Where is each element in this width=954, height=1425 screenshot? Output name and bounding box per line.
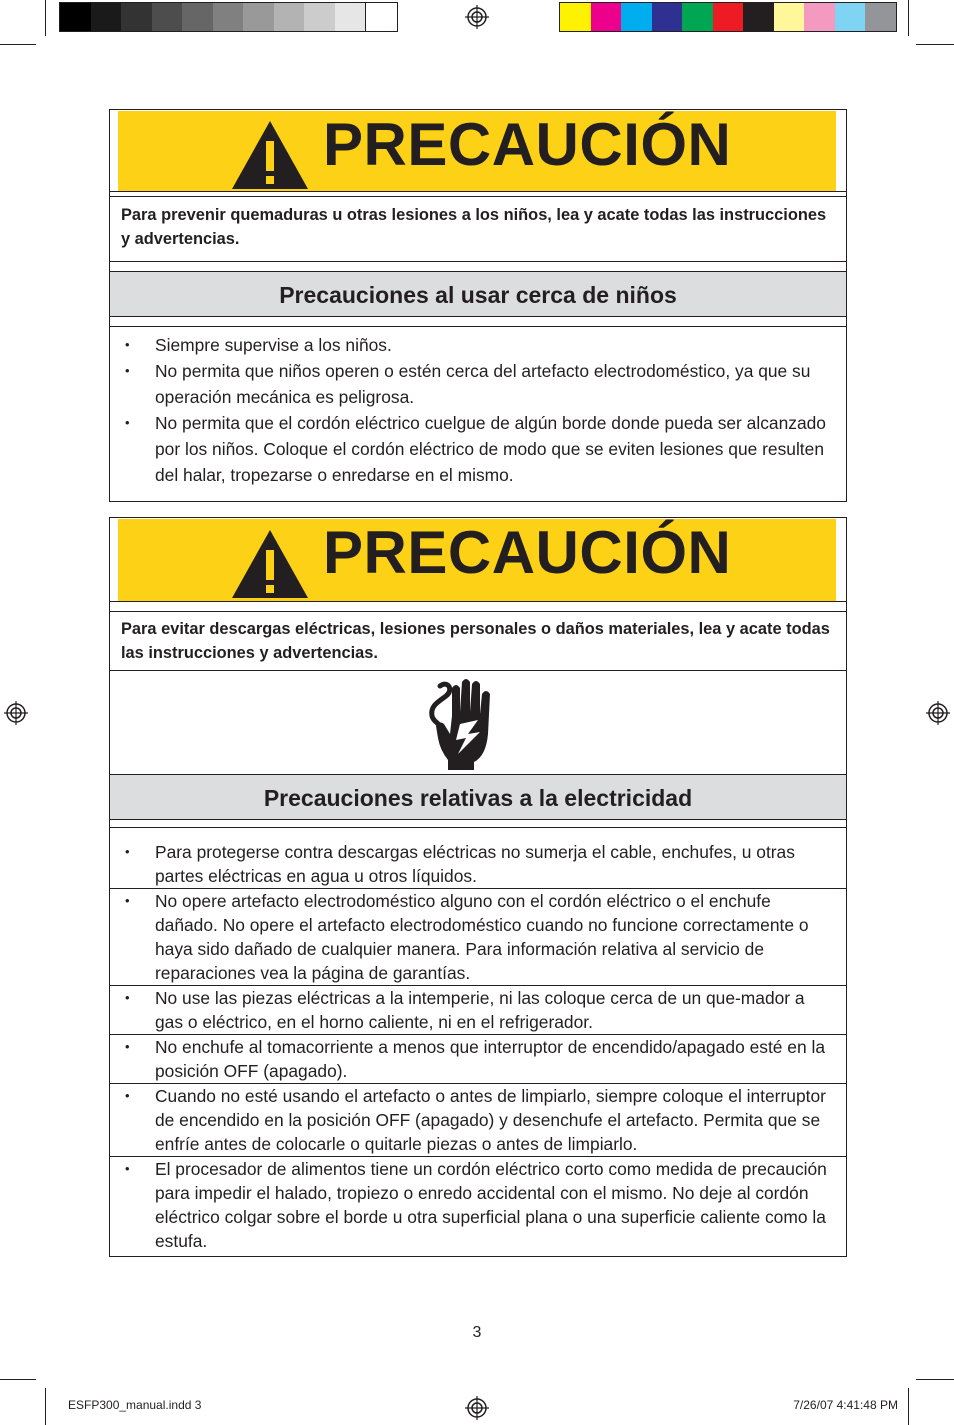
color-swatch — [213, 3, 244, 31]
list-item: • El procesador de alimentos tiene un cordón eléctrico corto como medida de precaución para impedir el halado, tropiezo o enredo accidental con el mismo. No deje al cordón eléctrico colgar sobre el borde u otra superficial plana o una superficie caliente como la estufa. — [125, 1159, 827, 1251]
crop-mark — [908, 0, 909, 36]
divider — [110, 196, 846, 197]
crop-mark — [916, 44, 954, 45]
precaution-list — [110, 332, 846, 488]
list-item: • No use las piezas eléctricas a la intemperie, ni las coloque cerca de un que-mador a gas o eléctrico, en el horno caliente, ni en el refrigerador. — [110, 986, 846, 1035]
color-swatch — [682, 3, 713, 31]
color-swatch — [591, 3, 622, 31]
list-item: • No permita que el cordón eléctrico cuelgue de algún borde donde pueda ser alcanzado por los niños. Coloque el cordón eléctrico de modo que se eviten lesiones que resulten del halar, tropezarse o enredarse en el mismo. — [125, 413, 826, 485]
divider — [110, 326, 846, 327]
page-number: 3 — [472, 1324, 482, 1341]
color-swatch — [121, 3, 152, 31]
color-swatch — [91, 3, 122, 31]
divider — [110, 191, 846, 192]
color-swatch — [304, 3, 335, 31]
section-heading: Precauciones al usar cerca de niños — [110, 271, 846, 317]
list-item: • No enchufe al tomacorriente a menos que interruptor de encendido/apagado esté en la posición OFF (apagado). — [110, 1035, 846, 1084]
registration-mark-icon — [465, 1396, 489, 1420]
precaution-list — [110, 840, 846, 1253]
slug-filename: ESFP300_manual.indd 3 — [68, 1398, 202, 1412]
list-item: • No opere artefacto electrodoméstico alguno con el cordón eléctrico o el enchufe dañado. No opere el artefacto electrodoméstico cuando no funcione correctamente o haya sido dañado de cualquier manera. Para información relativa al servicio de reparaciones vea la página de garantías. — [110, 889, 846, 986]
color-swatch — [743, 3, 774, 31]
caution-intro: Para prevenir quemaduras u otras lesiones a los niños, lea y acate todas las instrucciones y advertencias. — [121, 206, 827, 248]
divider — [110, 827, 846, 828]
registration-mark-icon — [926, 701, 950, 725]
registration-mark-icon — [465, 5, 489, 29]
list-item: • Cuando no esté usando el artefacto o antes de limpiarlo, siempre coloque el interruptor de encendido en la posición OFF (apagado) y desenchufe el artefacto. Permita que se enfríe antes de colocarle o quitarle piezas o antes de limpiarlo. — [110, 1084, 846, 1157]
crop-mark — [0, 1379, 36, 1380]
registration-mark-icon — [4, 701, 28, 725]
crop-mark — [916, 1379, 954, 1380]
warning-triangle-icon — [230, 119, 310, 191]
color-swatch — [804, 3, 835, 31]
color-swatch — [652, 3, 683, 31]
warning-triangle-icon — [230, 528, 310, 600]
caution-title: PRECAUCIÓN — [323, 519, 732, 586]
divider — [110, 261, 846, 262]
crop-mark — [45, 0, 46, 36]
color-swatch — [835, 3, 866, 31]
divider — [110, 611, 846, 612]
color-swatch — [621, 3, 652, 31]
list-item: • No permita que niños operen o estén cerca del artefacto electrodoméstico, ya que su operación mecánica es peligrosa. — [125, 361, 811, 407]
crop-mark — [0, 44, 36, 45]
crop-mark — [45, 1388, 46, 1425]
color-swatch — [152, 3, 183, 31]
color-swatch — [774, 3, 805, 31]
color-swatch — [60, 3, 91, 31]
slug-timestamp: 7/26/07 4:41:48 PM — [793, 1398, 898, 1412]
color-swatch — [243, 3, 274, 31]
list-item: • Siempre supervise a los niños. — [125, 335, 392, 355]
color-swatch — [865, 3, 896, 31]
list-item: • Para protegerse contra descargas eléctricas no sumerja el cable, enchufes, u otras partes eléctricas en agua u otros líquidos. — [110, 840, 846, 889]
color-swatch — [713, 3, 744, 31]
caution-box-electricity — [109, 517, 847, 1257]
section-heading: Precauciones relativas a la electricidad — [110, 774, 846, 820]
caution-box-children — [109, 109, 847, 502]
caution-banner — [118, 111, 836, 191]
color-swatch — [560, 3, 591, 31]
divider — [110, 670, 846, 671]
process-color-bar — [559, 2, 897, 32]
color-swatch — [182, 3, 213, 31]
caution-title: PRECAUCIÓN — [323, 111, 732, 178]
caution-banner — [118, 519, 836, 601]
color-swatch — [365, 3, 397, 31]
divider — [110, 601, 846, 602]
crop-mark — [908, 1388, 909, 1425]
color-swatch — [335, 3, 366, 31]
caution-intro: Para evitar descargas eléctricas, lesiones personales o daños materiales, lea y acate todas las instrucciones y advertencias. — [121, 620, 830, 662]
electric-shock-hand-icon — [418, 676, 490, 772]
color-swatch — [274, 3, 305, 31]
gray-color-bar — [59, 2, 398, 32]
